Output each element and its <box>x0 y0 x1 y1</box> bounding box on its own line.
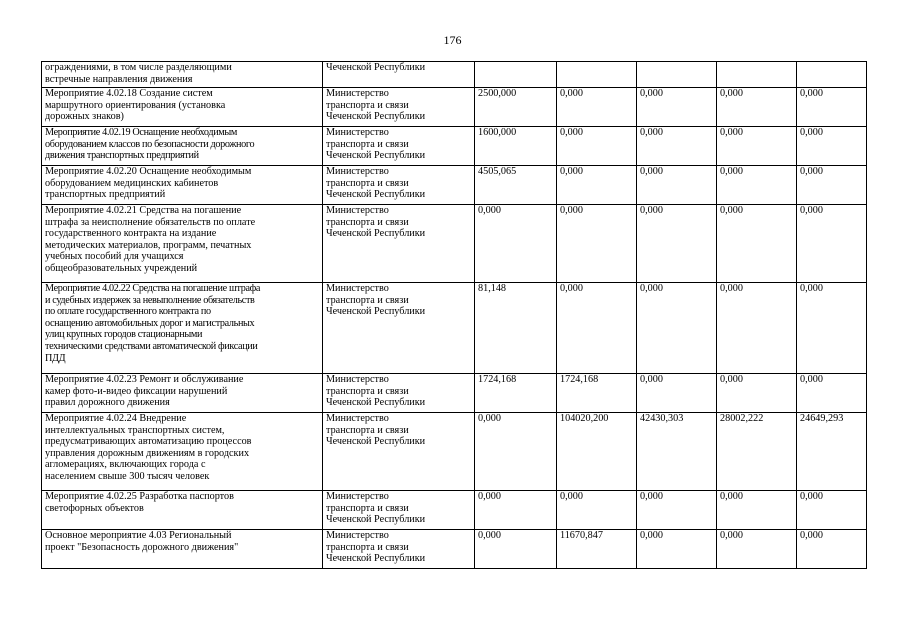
value-cell-5: 24649,293 <box>797 413 867 491</box>
value-cell-2: 1724,168 <box>557 374 637 413</box>
value-cell-1: 0,000 <box>475 491 557 530</box>
value-cell-3: 0,000 <box>637 166 717 205</box>
measure-name-cell: Мероприятие 4.02.21 Средства на погашение штрафа за неисполнение обязательств по оплате государственного контракта на издание методических материалов, программ, печатных учебных пособий для учащихся общеобразовательных учреждений <box>42 205 323 283</box>
value-cell-4: 0,000 <box>717 166 797 205</box>
measure-name-cell: Мероприятие 4.02.24 Внедрение интеллектуальных транспортных систем, предусматривающих автоматизацию процессов управления дорожным движениям в городских агломерациях, включающих города с населением свыше 300 тысяч человек <box>42 413 323 491</box>
responsible-org-cell: Министерство транспорта и связи Чеченской Республики <box>323 127 475 166</box>
responsible-org-cell: Министерство транспорта и связи Чеченской Республики <box>323 166 475 205</box>
value-cell-3: 0,000 <box>637 374 717 413</box>
value-cell-1: 0,000 <box>475 413 557 491</box>
value-cell-1: 0,000 <box>475 205 557 283</box>
responsible-org-cell: Министерство транспорта и связи Чеченской Республики <box>323 530 475 569</box>
table-row <box>42 374 867 413</box>
value-cell-5 <box>797 62 867 88</box>
value-cell-4: 0,000 <box>717 374 797 413</box>
measure-name-cell: Мероприятие 4.02.23 Ремонт и обслуживание камер фото-и-видео фиксации нарушений правил дорожного движения <box>42 374 323 413</box>
value-cell-1: 0,000 <box>475 530 557 569</box>
measure-name-cell: Мероприятие 4.02.20 Оснащение необходимым оборудованием медицинских кабинетов транспортных предприятий <box>42 166 323 205</box>
measures-table <box>41 61 867 569</box>
value-cell-5: 0,000 <box>797 166 867 205</box>
page-number: 176 <box>443 33 462 47</box>
value-cell-2: 104020,200 <box>557 413 637 491</box>
value-cell-5: 0,000 <box>797 491 867 530</box>
table-row <box>42 283 867 374</box>
value-cell-5: 0,000 <box>797 205 867 283</box>
responsible-org-cell: Чеченской Республики <box>323 62 475 88</box>
responsible-org-cell: Министерство транспорта и связи Чеченской Республики <box>323 88 475 127</box>
value-cell-3: 0,000 <box>637 491 717 530</box>
value-cell-5: 0,000 <box>797 88 867 127</box>
value-cell-3: 0,000 <box>637 530 717 569</box>
value-cell-5: 0,000 <box>797 283 867 374</box>
value-cell-4: 0,000 <box>717 205 797 283</box>
value-cell-3: 0,000 <box>637 205 717 283</box>
value-cell-3: 0,000 <box>637 88 717 127</box>
value-cell-4: 0,000 <box>717 88 797 127</box>
value-cell-1: 1724,168 <box>475 374 557 413</box>
table-row <box>42 413 867 491</box>
value-cell-2: 0,000 <box>557 166 637 205</box>
value-cell-4: 0,000 <box>717 530 797 569</box>
measure-name-cell: Мероприятие 4.02.19 Оснащение необходимым оборудованием классов по безопасности дорожного движения транспортных предприятий <box>42 127 323 166</box>
value-cell-4: 0,000 <box>717 491 797 530</box>
measure-name-cell: Основное мероприятие 4.03 Региональный проект "Безопасность дорожного движения" <box>42 530 323 569</box>
measure-name-cell: Мероприятие 4.02.22 Средства на погашение штрафа и судебных издержек за невыполнение обязательств по оплате государственного контракта по оснащению автомобильных дорог и магистральных улиц крупных городов стационарными техническими средствами автоматической фиксации ПДД <box>42 283 323 374</box>
responsible-org-cell: Министерство транспорта и связи Чеченской Республики <box>323 413 475 491</box>
value-cell-4: 0,000 <box>717 283 797 374</box>
table-row <box>42 166 867 205</box>
value-cell-1: 81,148 <box>475 283 557 374</box>
value-cell-4: 0,000 <box>717 127 797 166</box>
table-row <box>42 62 867 88</box>
value-cell-2: 0,000 <box>557 283 637 374</box>
measure-name-cell: ограждениями, в том числе разделяющими встречные направления движения <box>42 62 323 88</box>
value-cell-2: 0,000 <box>557 88 637 127</box>
value-cell-3 <box>637 62 717 88</box>
value-cell-5: 0,000 <box>797 127 867 166</box>
table-row <box>42 88 867 127</box>
value-cell-5: 0,000 <box>797 374 867 413</box>
value-cell-3: 42430,303 <box>637 413 717 491</box>
value-cell-3: 0,000 <box>637 127 717 166</box>
value-cell-3: 0,000 <box>637 283 717 374</box>
value-cell-1: 4505,065 <box>475 166 557 205</box>
table-row <box>42 491 867 530</box>
responsible-org-cell: Министерство транспорта и связи Чеченской Республики <box>323 283 475 374</box>
measure-name-cell: Мероприятие 4.02.18 Создание систем маршрутного ориентирования (установка дорожных знаков) <box>42 88 323 127</box>
value-cell-2: 0,000 <box>557 205 637 283</box>
responsible-org-cell: Министерство транспорта и связи Чеченской Республики <box>323 205 475 283</box>
table-row <box>42 205 867 283</box>
table-body <box>42 62 867 569</box>
measure-name-cell: Мероприятие 4.02.25 Разработка паспортов светофорных объектов <box>42 491 323 530</box>
value-cell-5: 0,000 <box>797 530 867 569</box>
table-row <box>42 127 867 166</box>
table-row <box>42 530 867 569</box>
value-cell-1: 2500,000 <box>475 88 557 127</box>
responsible-org-cell: Министерство транспорта и связи Чеченской Республики <box>323 374 475 413</box>
value-cell-4 <box>717 62 797 88</box>
responsible-org-cell: Министерство транспорта и связи Чеченской Республики <box>323 491 475 530</box>
value-cell-2: 0,000 <box>557 127 637 166</box>
value-cell-2: 0,000 <box>557 491 637 530</box>
value-cell-1 <box>475 62 557 88</box>
value-cell-2: 11670,847 <box>557 530 637 569</box>
value-cell-1: 1600,000 <box>475 127 557 166</box>
value-cell-2 <box>557 62 637 88</box>
value-cell-4: 28002,222 <box>717 413 797 491</box>
